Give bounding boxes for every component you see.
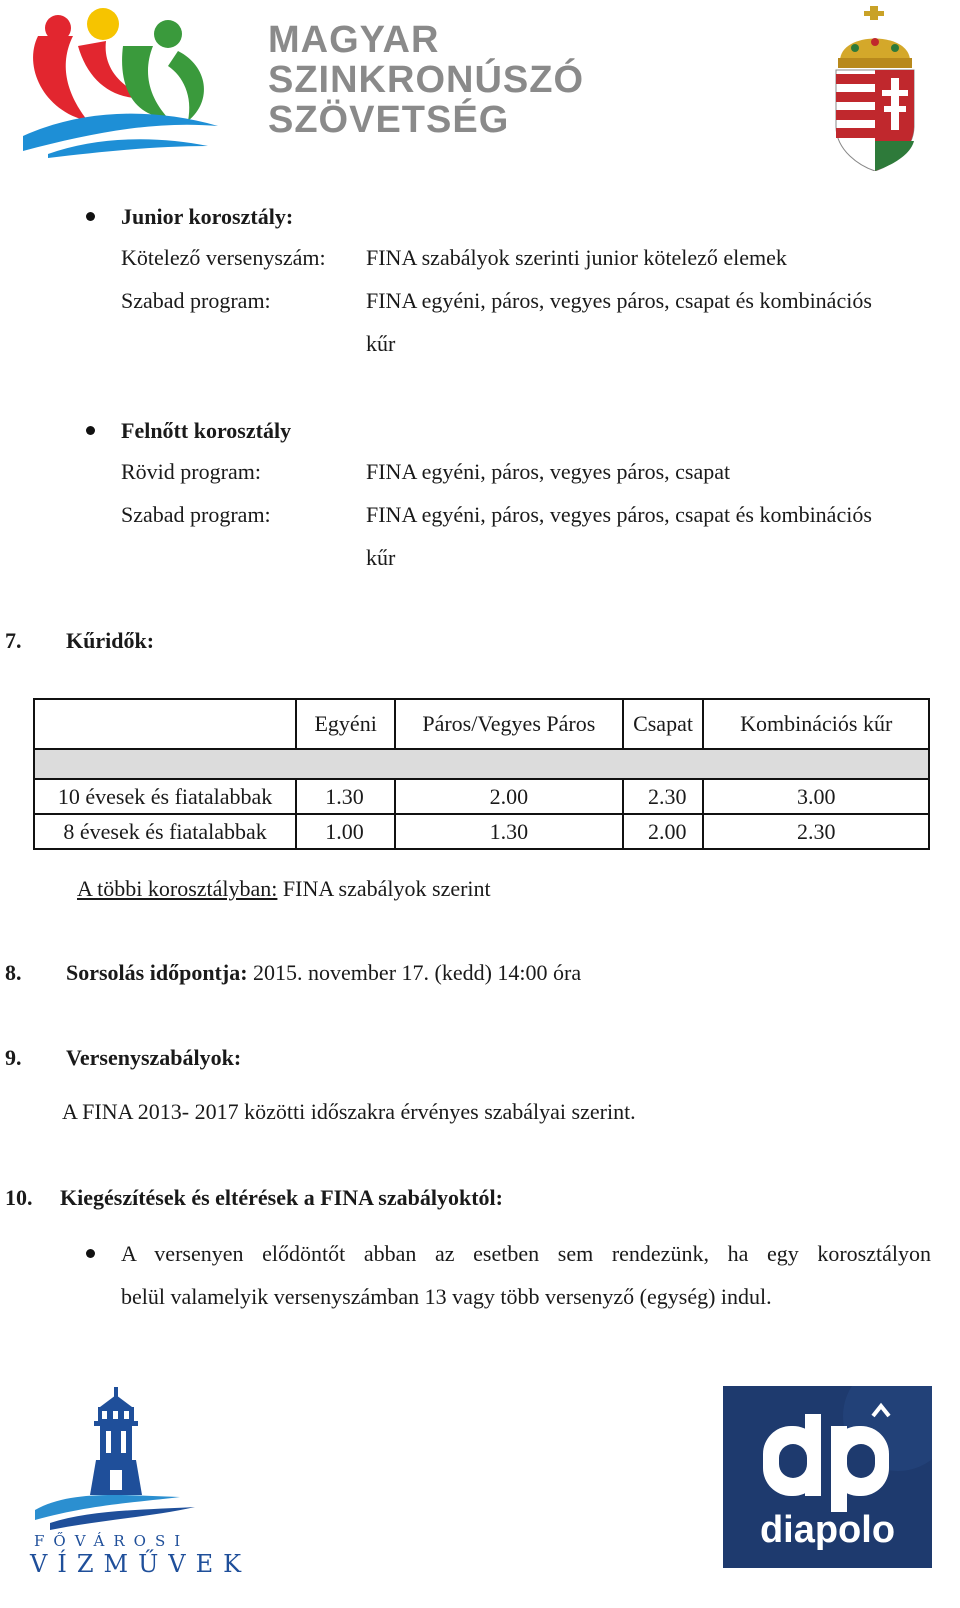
adult-title: Felnőtt korosztály (121, 418, 292, 443)
table-cell: 1.30 (296, 779, 395, 814)
adult-row2-value-cont: kűr (366, 545, 396, 570)
table-cell: 8 évesek és fiatalabbak (34, 814, 296, 849)
vizmuvek-name-line1: FŐVÁROSI (34, 1532, 190, 1550)
section8-line (66, 959, 581, 987)
org-name-line1: MAGYAR (268, 19, 440, 61)
table-header-cell: Egyéni (296, 699, 395, 749)
section8-value: 2015. november 17. (kedd) 14:00 óra (247, 960, 582, 985)
section9-title: Versenyszabályok: (66, 1045, 242, 1070)
bullet (86, 212, 95, 221)
section10-bullet-line1: A versenyen elődöntőt abban az esetben sem rendezünk, ha egy korosztályon (121, 1241, 931, 1266)
diapolo-logo (723, 1386, 932, 1568)
bullet (86, 426, 95, 435)
table-row (34, 779, 929, 814)
junior-title: Junior korosztály: (121, 204, 294, 229)
table-header-cell: Kombinációs kűr (703, 699, 929, 749)
vizmuvek-name-line2: VÍZMŰVEK (30, 1550, 252, 1578)
swimmers-logo (18, 6, 223, 158)
section10-bullet-line2: belül valamelyik versenyszámban 13 vagy több versenyző (egység) indul. (121, 1284, 772, 1309)
junior-row1-value: FINA szabályok szerinti junior kötelező elemek (366, 245, 787, 270)
adult-row2-label: Szabad program: (121, 502, 271, 527)
section9-text: A FINA 2013- 2017 közötti időszakra érvényes szabályai szerint. (62, 1099, 636, 1124)
section10-title: Kiegészítések és eltérések a FINA szabályoktól: (60, 1185, 503, 1210)
adult-row2-value: FINA egyéni, páros, vegyes páros, csapat és kombinációs (366, 502, 872, 527)
table-cell: 2.30 (703, 814, 929, 849)
org-name-line3: SZÖVETSÉG (268, 99, 510, 141)
section8-title: Sorsolás időpontja: (66, 960, 248, 985)
vizmuvek-tower-logo (30, 1385, 200, 1535)
junior-row2-value: FINA egyéni, páros, vegyes páros, csapat és kombinációs (366, 288, 872, 313)
table-header-cell: Páros/Vegyes Páros (395, 699, 622, 749)
table-cell: 2.00 (623, 814, 704, 849)
section7-note-rest: FINA szabályok szerint (277, 876, 491, 901)
section9-number: 9. (5, 1045, 22, 1070)
table-shaded-row (34, 749, 929, 779)
diapolo-logo-text: diapolo (759, 1509, 896, 1551)
table-row (34, 814, 929, 849)
junior-row1-label: Kötelező versenyszám: (121, 245, 326, 270)
table-cell: 1.30 (395, 814, 622, 849)
table-cell: 3.00 (703, 779, 929, 814)
adult-row1-label: Rövid program: (121, 459, 261, 484)
bullet (86, 1249, 95, 1258)
junior-row2-value-cont: kűr (366, 331, 396, 356)
table-header-row (34, 699, 929, 749)
table-cell: 1.00 (296, 814, 395, 849)
table-header-cell (34, 699, 296, 749)
table-cell: 10 évesek és fiatalabbak (34, 779, 296, 814)
adult-row1-value: FINA egyéni, páros, vegyes páros, csapat (366, 459, 731, 484)
section7-number: 7. (5, 628, 22, 653)
section7-title: Kűridők: (66, 628, 155, 653)
section7-note (77, 875, 491, 903)
table-cell: 2.00 (395, 779, 622, 814)
table-shaded-cell (34, 749, 929, 779)
table-header-cell: Csapat (623, 699, 704, 749)
junior-row2-label: Szabad program: (121, 288, 271, 313)
section10-number: 10. (5, 1185, 33, 1210)
hungarian-coat-of-arms-icon (830, 6, 920, 171)
section8-number: 8. (5, 960, 22, 985)
section7-note-underlined: A többi korosztályban: (77, 876, 278, 901)
org-name-line2: SZINKRONÚSZÓ (268, 59, 584, 101)
table-cell: 2.30 (623, 779, 704, 814)
kuridok-table (33, 698, 930, 850)
